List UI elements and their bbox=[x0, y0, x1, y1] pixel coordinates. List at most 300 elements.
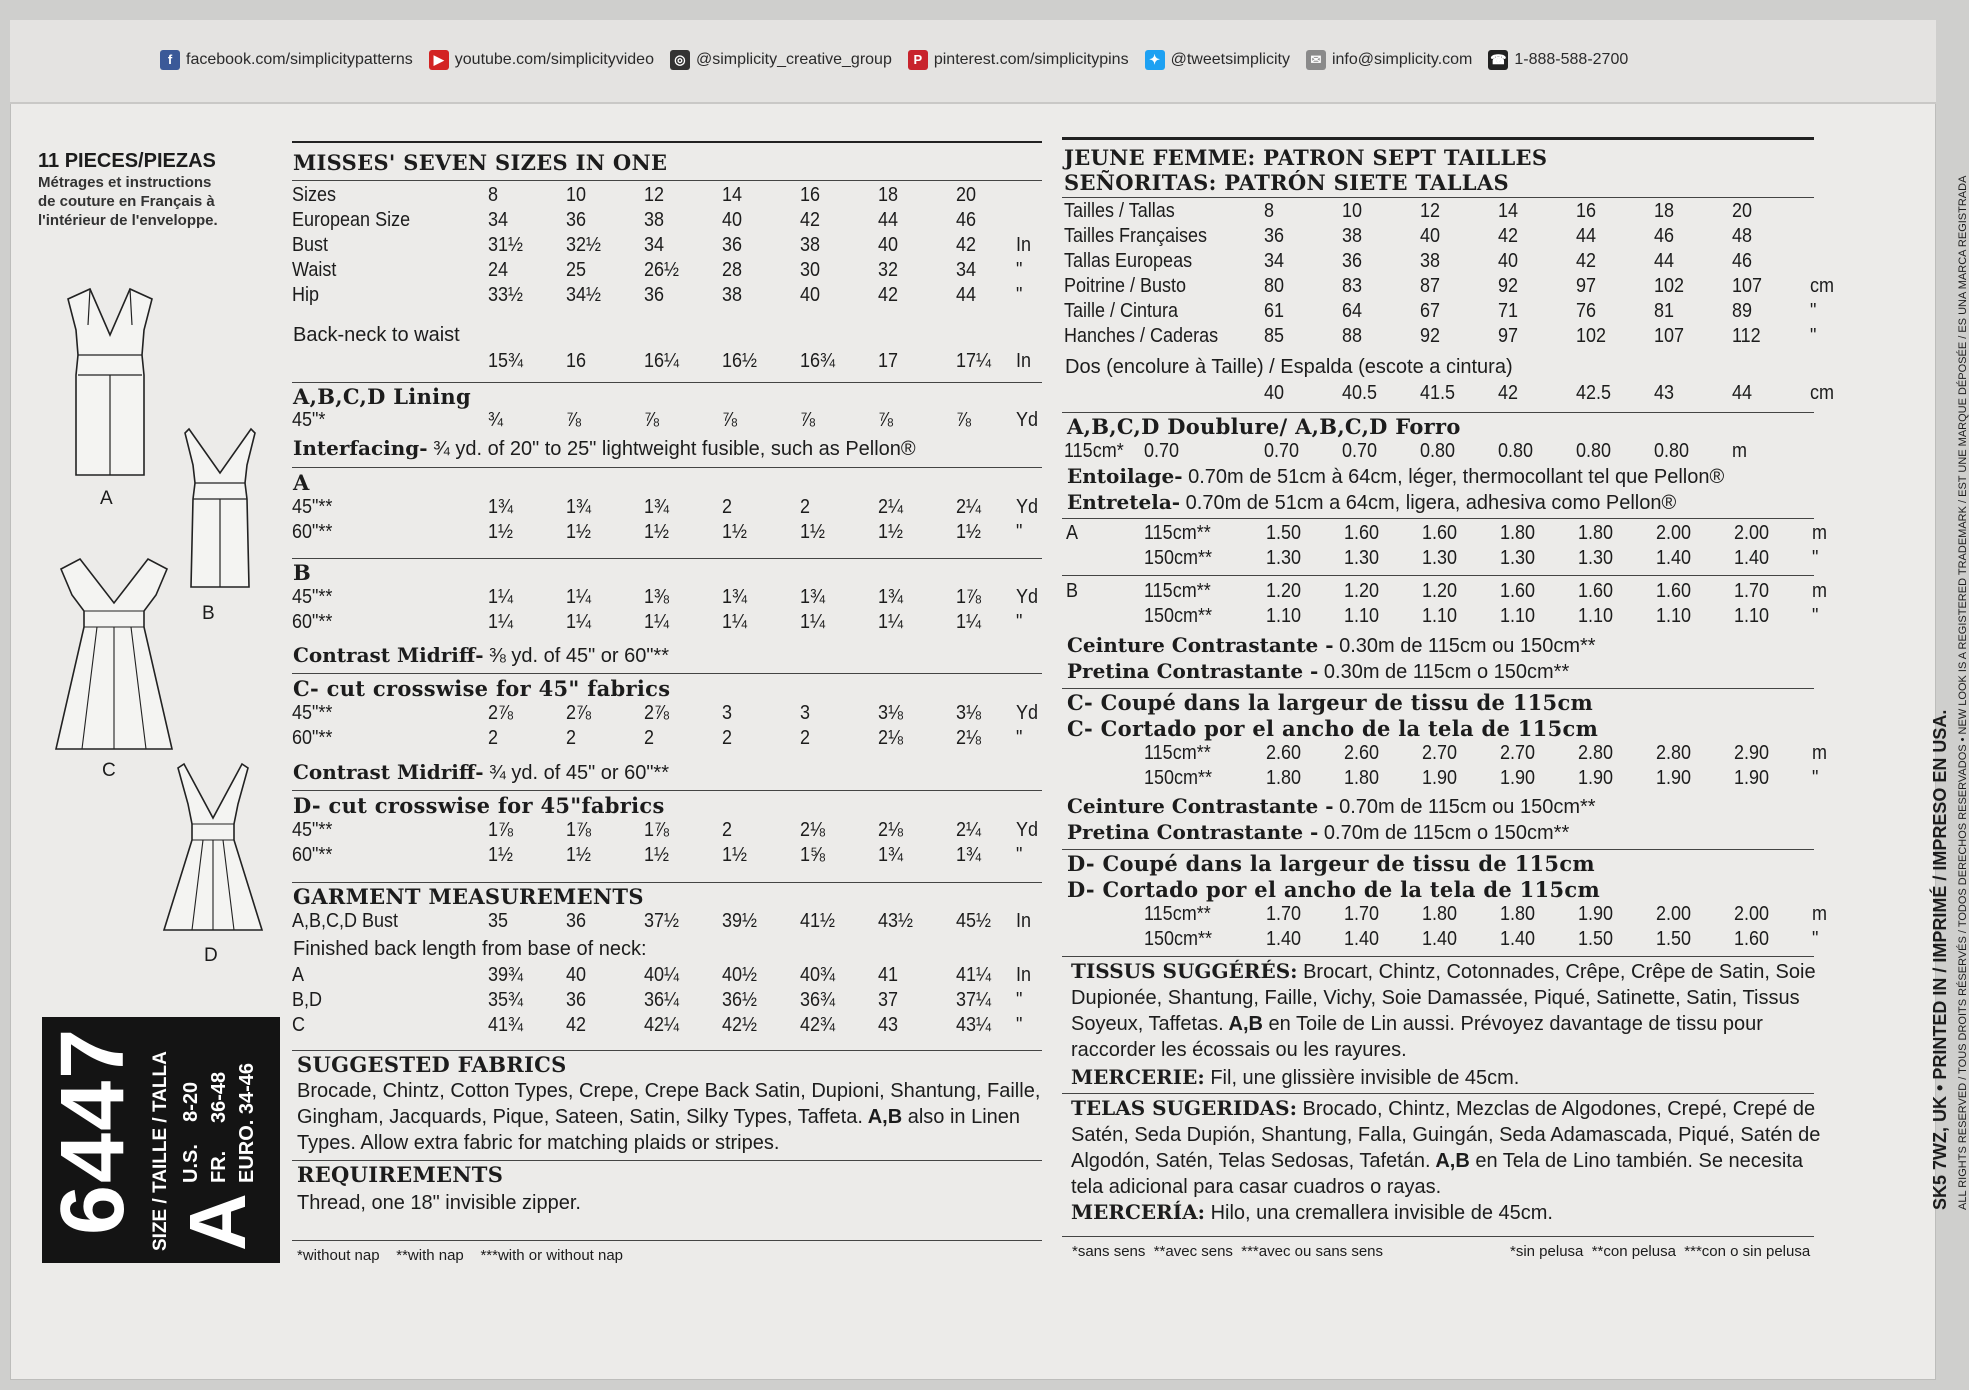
table-cell bbox=[1066, 926, 1136, 951]
es-entretela: Entretela- 0.70m de 51cm a 64cm, ligera, adhesiva como Pellon® bbox=[1067, 490, 1677, 514]
table-cell: 36 bbox=[566, 989, 587, 1011]
en-c-contrast: Contrast Midriff- ¾ yd. of 45" or 60"** bbox=[293, 760, 669, 784]
table-cell: 115cm** bbox=[1144, 580, 1211, 602]
table-cell: 85 bbox=[1264, 325, 1285, 347]
table-cell: 1¼ bbox=[488, 611, 514, 633]
table-cell: 42 bbox=[956, 234, 977, 256]
fr-view-c-title: C- Coupé dans la largeur de tissu de 115cm bbox=[1067, 690, 1594, 715]
table-cell: 45"** bbox=[292, 496, 333, 518]
contact-item[interactable] bbox=[670, 50, 892, 70]
table-cell: B bbox=[1066, 580, 1079, 602]
table-cell: 0.80 bbox=[1576, 440, 1612, 462]
table-cell: 1.40 bbox=[1734, 547, 1770, 569]
rule bbox=[1062, 956, 1814, 957]
table-cell: 34½ bbox=[566, 284, 602, 306]
table-cell: B,D bbox=[292, 989, 323, 1011]
table-row bbox=[1064, 438, 1762, 463]
rule bbox=[1062, 1093, 1814, 1094]
size-range-letter: A bbox=[173, 1193, 262, 1251]
table-row bbox=[292, 257, 1046, 282]
contact-text: pinterest.com/simplicitypins bbox=[933, 51, 1129, 68]
table-cell: 1½ bbox=[956, 521, 982, 543]
table-cell: 1½ bbox=[644, 844, 670, 866]
table-cell: 1¼ bbox=[800, 611, 826, 633]
table-cell: 1.30 bbox=[1578, 547, 1614, 569]
table-cell: 87 bbox=[1420, 275, 1441, 297]
table-cell: 16 bbox=[566, 350, 587, 372]
es-c-pretina: Pretina Contrastante - 0.70m de 115cm o 150cm** bbox=[1067, 820, 1570, 844]
table-row bbox=[292, 348, 1046, 373]
table-cell: 1¼ bbox=[488, 586, 514, 608]
table-cell: 37 bbox=[878, 989, 899, 1011]
table-cell: 60"** bbox=[292, 727, 333, 749]
table-cell: 42 bbox=[878, 284, 899, 306]
fr-view-d-title: D- Coupé dans la largeur de tissu de 115cm bbox=[1067, 851, 1595, 876]
rule bbox=[1062, 518, 1814, 519]
table-cell: 42 bbox=[800, 209, 821, 231]
rule bbox=[292, 1160, 1042, 1161]
table-cell: " bbox=[1016, 284, 1023, 306]
table-cell: 44 bbox=[956, 284, 977, 306]
table-cell: 1¾ bbox=[800, 586, 826, 608]
contact-item[interactable] bbox=[1306, 50, 1472, 70]
table-row bbox=[1064, 380, 1840, 405]
requirements-title: REQUIREMENTS bbox=[297, 1162, 504, 1187]
table-cell: 2 bbox=[800, 727, 811, 749]
table-cell: Bust bbox=[292, 234, 329, 256]
table-cell: 1¼ bbox=[722, 611, 748, 633]
table-cell: 2.70 bbox=[1422, 742, 1458, 764]
twitter-icon: ✦ bbox=[1145, 50, 1165, 70]
table-row bbox=[292, 207, 1046, 232]
table-cell: 1.90 bbox=[1578, 767, 1614, 789]
table-row bbox=[292, 962, 1046, 987]
rule bbox=[292, 1050, 1042, 1051]
table-cell: 0.70 bbox=[1144, 440, 1180, 462]
table-cell: 107 bbox=[1732, 275, 1763, 297]
table-cell: 14 bbox=[1498, 200, 1519, 222]
table-cell: 1⅝ bbox=[800, 844, 826, 866]
view-c-drawing bbox=[52, 555, 177, 755]
contact-text: youtube.com/simplicityvideo bbox=[454, 51, 654, 68]
table-cell: 41¾ bbox=[488, 1014, 524, 1036]
table-cell: " bbox=[1016, 844, 1023, 866]
table-cell: 35 bbox=[488, 910, 509, 932]
table-cell: 2⅛ bbox=[878, 819, 904, 841]
table-cell: 1.60 bbox=[1656, 580, 1692, 602]
table-row bbox=[1064, 323, 1840, 348]
view-b-label: B bbox=[202, 603, 215, 624]
table-cell: 1⅞ bbox=[956, 586, 982, 608]
table-cell: 41¼ bbox=[956, 964, 992, 986]
table-cell: 33½ bbox=[488, 284, 524, 306]
table-cell: " bbox=[1810, 325, 1817, 347]
table-cell: 42 bbox=[1576, 250, 1597, 272]
gm-back-rows bbox=[292, 962, 1046, 1037]
table-cell: 40.5 bbox=[1342, 382, 1378, 404]
table-cell: 2¼ bbox=[878, 496, 904, 518]
table-cell: 2⅛ bbox=[956, 727, 982, 749]
table-cell: 67 bbox=[1420, 300, 1441, 322]
table-cell bbox=[1066, 901, 1136, 926]
table-cell: 46 bbox=[1732, 250, 1753, 272]
table-cell: 24 bbox=[488, 259, 509, 281]
table-cell: 31½ bbox=[488, 234, 524, 256]
table-cell: 1.50 bbox=[1656, 928, 1692, 950]
rights-reserved: ALL RIGHTS RESERVED / TOUS DROITS RÉSERVÉS / TODOS DERECHOS RESERVADOS • NEW LOOK IS A REGISTERED TRADEMARK / EST UNE MARQUE DÉPOSÉE / ES UNA MARCA REGISTRADA bbox=[1957, 175, 1969, 1210]
table-cell: " bbox=[1016, 611, 1023, 633]
table-cell: 42 bbox=[1498, 225, 1519, 247]
table-cell: 40¼ bbox=[644, 964, 680, 986]
table-cell: 45½ bbox=[956, 910, 992, 932]
table-cell: 36½ bbox=[722, 989, 758, 1011]
pattern-number: 6447 bbox=[43, 1026, 143, 1235]
table-cell: m bbox=[1812, 903, 1828, 925]
table-cell: In bbox=[1016, 964, 1032, 986]
table-cell: " bbox=[1016, 727, 1023, 749]
table-cell: 1.50 bbox=[1266, 522, 1302, 544]
table-cell: 1½ bbox=[566, 844, 592, 866]
table-cell bbox=[1066, 740, 1136, 765]
table-cell: 32 bbox=[878, 259, 899, 281]
table-cell: 60"** bbox=[292, 844, 333, 866]
rule bbox=[1062, 688, 1814, 689]
table-cell: 1.80 bbox=[1266, 767, 1302, 789]
table-cell: 42.5 bbox=[1576, 382, 1612, 404]
table-cell: 1.90 bbox=[1734, 767, 1770, 789]
table-cell: 41.5 bbox=[1420, 382, 1456, 404]
table-cell: ⅞ bbox=[566, 409, 582, 431]
table-row bbox=[1066, 926, 1842, 951]
table-cell: 45"** bbox=[292, 586, 333, 608]
gm-title: GARMENT MEASUREMENTS bbox=[293, 884, 644, 909]
view-b-drawing bbox=[175, 425, 265, 590]
table-cell: 48 bbox=[1732, 225, 1753, 247]
table-cell: 2 bbox=[800, 496, 811, 518]
table-cell: Taille / Cintura bbox=[1064, 300, 1179, 322]
fr-view-a-rows bbox=[1066, 520, 1842, 570]
table-cell: 1.70 bbox=[1266, 903, 1302, 925]
table-cell: Yd bbox=[1016, 819, 1039, 841]
printed-in: SK5 7WZ, UK • PRINTED IN / IMPRIMÉ / IMPRESO EN USA. bbox=[1930, 709, 1950, 1210]
es-view-d-title: D- Cortado por el ancho de la tela de 115cm bbox=[1067, 877, 1600, 902]
table-cell: 92 bbox=[1420, 325, 1441, 347]
table-cell: 1.40 bbox=[1656, 547, 1692, 569]
table-cell bbox=[1810, 198, 1837, 223]
table-cell: 40 bbox=[566, 964, 587, 986]
table-cell: 2⅛ bbox=[878, 727, 904, 749]
pieces-note-1: Métrages et instructions bbox=[38, 174, 212, 191]
table-cell: 36 bbox=[722, 234, 743, 256]
table-cell: 16½ bbox=[722, 350, 758, 372]
rule bbox=[1062, 412, 1814, 413]
table-cell: Hip bbox=[292, 284, 320, 306]
fr-lining-row bbox=[1064, 438, 1762, 463]
table-cell: 1⅜ bbox=[644, 586, 670, 608]
view-d-drawing bbox=[158, 760, 268, 935]
table-cell: " bbox=[1812, 605, 1819, 627]
es-footnote: *sin pelusa **con pelusa ***con o sin pelusa bbox=[1510, 1243, 1811, 1260]
table-cell: 12 bbox=[1420, 200, 1441, 222]
gm-back-label: Finished back length from base of neck: bbox=[293, 938, 647, 960]
fr-view-c-rows bbox=[1066, 740, 1842, 790]
contact-item[interactable] bbox=[908, 50, 1129, 70]
table-cell: ¾ bbox=[488, 409, 504, 431]
table-row bbox=[1064, 298, 1840, 323]
en-view-b-title: B bbox=[293, 560, 312, 585]
table-cell: 71 bbox=[1498, 300, 1519, 322]
table-cell: 0.70 bbox=[1264, 440, 1300, 462]
table-cell: 107 bbox=[1654, 325, 1685, 347]
table-row bbox=[292, 232, 1046, 257]
table-cell bbox=[292, 348, 468, 373]
phone-icon: ☎ bbox=[1488, 50, 1508, 70]
table-cell: 1.80 bbox=[1578, 522, 1614, 544]
table-cell: 40 bbox=[1264, 382, 1285, 404]
table-row bbox=[292, 700, 1046, 725]
table-cell: 1½ bbox=[488, 844, 514, 866]
rule bbox=[292, 141, 1042, 143]
table-cell: 1.60 bbox=[1734, 928, 1770, 950]
table-cell: 1½ bbox=[800, 521, 826, 543]
contact-text: 1-888-588-2700 bbox=[1514, 51, 1629, 68]
table-cell: 2⅞ bbox=[644, 702, 670, 724]
table-cell: 2 bbox=[722, 727, 733, 749]
table-cell: Yd bbox=[1016, 496, 1039, 518]
size-range-us: U.S. 8-20 bbox=[180, 1081, 202, 1183]
table-cell: 17¼ bbox=[956, 350, 992, 372]
en-view-c-title: C- cut crosswise for 45" fabrics bbox=[293, 676, 671, 701]
table-cell: 2.00 bbox=[1656, 903, 1692, 925]
table-cell: 150cm** bbox=[1144, 605, 1213, 627]
table-cell: 38 bbox=[1420, 250, 1441, 272]
table-cell: 15¾ bbox=[488, 350, 524, 372]
table-cell: 2 bbox=[722, 496, 733, 518]
table-cell: 1.80 bbox=[1422, 903, 1458, 925]
table-cell: 2¼ bbox=[956, 819, 982, 841]
table-cell bbox=[1016, 182, 1043, 207]
table-cell bbox=[1066, 603, 1136, 628]
table-cell: " bbox=[1016, 259, 1023, 281]
en-view-d-title: D- cut crosswise for 45"fabrics bbox=[293, 793, 665, 818]
table-cell: 1.10 bbox=[1500, 605, 1536, 627]
table-cell: 30 bbox=[800, 259, 821, 281]
table-cell: 10 bbox=[1342, 200, 1363, 222]
table-cell: 44 bbox=[1732, 382, 1753, 404]
table-cell: 8 bbox=[488, 184, 499, 206]
table-cell: m bbox=[1812, 522, 1828, 544]
table-cell: Tailles Françaises bbox=[1064, 225, 1208, 247]
rule bbox=[292, 790, 1042, 791]
table-cell: 1½ bbox=[644, 521, 670, 543]
table-cell: 2 bbox=[488, 727, 499, 749]
table-cell: 64 bbox=[1342, 300, 1363, 322]
table-cell: 43 bbox=[1654, 382, 1675, 404]
table-cell: 43 bbox=[878, 1014, 899, 1036]
table-cell: 38 bbox=[800, 234, 821, 256]
table-cell: 60"** bbox=[292, 521, 333, 543]
table-cell: 32½ bbox=[566, 234, 602, 256]
table-cell: 34 bbox=[644, 234, 665, 256]
table-row bbox=[1066, 520, 1842, 545]
table-cell: 37¼ bbox=[956, 989, 992, 1011]
table-cell: 43½ bbox=[878, 910, 914, 932]
table-cell: 1.30 bbox=[1266, 547, 1302, 569]
table-cell: 46 bbox=[1654, 225, 1675, 247]
size-label: SIZE / TAILLE / TALLA bbox=[150, 1051, 171, 1251]
table-cell: 1½ bbox=[566, 521, 592, 543]
table-cell: 150cm** bbox=[1144, 547, 1213, 569]
table-cell: 112 bbox=[1732, 325, 1761, 347]
table-cell: 97 bbox=[1576, 275, 1597, 297]
table-cell: ⅞ bbox=[644, 409, 660, 431]
fr-c-ceinture: Ceinture Contrastante - 0.70m de 115cm ou 150cm** bbox=[1067, 794, 1596, 818]
backneck-label: Back-neck to waist bbox=[293, 324, 460, 346]
table-cell: 1¾ bbox=[566, 496, 592, 518]
table-cell: 10 bbox=[566, 184, 587, 206]
table-cell: 1.60 bbox=[1422, 522, 1458, 544]
fabrics-title: SUGGESTED FABRICS bbox=[297, 1052, 567, 1077]
rule bbox=[1062, 137, 1814, 140]
table-cell: 1¼ bbox=[566, 586, 592, 608]
table-cell: 1¾ bbox=[644, 496, 670, 518]
table-cell: 2.60 bbox=[1344, 742, 1380, 764]
table-row bbox=[1064, 223, 1840, 248]
view-a-label: A bbox=[100, 488, 113, 509]
table-cell: 1½ bbox=[722, 521, 748, 543]
table-row bbox=[292, 817, 1046, 842]
table-cell: 37½ bbox=[644, 910, 680, 932]
table-cell: 1.80 bbox=[1500, 522, 1536, 544]
table-cell: 16 bbox=[1576, 200, 1597, 222]
dos-label: Dos (encolure à Taille) / Espalda (escote a cintura) bbox=[1065, 356, 1513, 378]
table-cell: 1.70 bbox=[1734, 580, 1770, 602]
table-cell: 1.60 bbox=[1500, 580, 1536, 602]
table-cell: 1.90 bbox=[1500, 767, 1536, 789]
table-cell: 36 bbox=[644, 284, 665, 306]
table-cell: 1⅞ bbox=[566, 819, 592, 841]
table-cell: 34 bbox=[956, 259, 977, 281]
table-cell: 25 bbox=[566, 259, 587, 281]
table-cell: European Size bbox=[292, 209, 411, 231]
table-cell: 16¼ bbox=[644, 350, 680, 372]
table-cell: 1¼ bbox=[956, 611, 982, 633]
table-cell: 76 bbox=[1576, 300, 1597, 322]
table-cell: 40 bbox=[800, 284, 821, 306]
contact-item[interactable] bbox=[1145, 50, 1290, 70]
table-cell: m bbox=[1732, 440, 1748, 462]
table-row bbox=[292, 842, 1046, 867]
table-cell: Poitrine / Busto bbox=[1064, 275, 1187, 297]
table-cell: 20 bbox=[956, 184, 977, 206]
contact-item[interactable] bbox=[429, 50, 654, 70]
en-view-d-rows bbox=[292, 817, 1046, 867]
table-row bbox=[292, 908, 1046, 933]
table-cell: 1.10 bbox=[1656, 605, 1692, 627]
table-cell: " bbox=[1016, 1014, 1023, 1036]
table-cell: ⅞ bbox=[956, 409, 972, 431]
en-backneck-row bbox=[292, 348, 1046, 373]
table-cell: 115cm** bbox=[1144, 742, 1211, 764]
table-cell: 2.80 bbox=[1578, 742, 1614, 764]
table-cell: 42¾ bbox=[800, 1014, 836, 1036]
pieces-info bbox=[38, 150, 278, 230]
table-cell: Hanches / Caderas bbox=[1064, 325, 1219, 347]
contact-item[interactable] bbox=[160, 50, 413, 70]
table-cell: 40½ bbox=[722, 964, 758, 986]
table-cell: A bbox=[292, 964, 305, 986]
table-cell: 1¾ bbox=[878, 844, 904, 866]
rule bbox=[292, 558, 1042, 559]
table-cell: 1¾ bbox=[488, 496, 514, 518]
table-row bbox=[292, 609, 1046, 634]
table-cell: 2.90 bbox=[1734, 742, 1770, 764]
contact-item[interactable] bbox=[1488, 50, 1628, 70]
table-cell: 2⅞ bbox=[566, 702, 592, 724]
table-cell: 1¼ bbox=[878, 611, 904, 633]
table-cell: 42¼ bbox=[644, 1014, 680, 1036]
table-cell: 1.40 bbox=[1500, 928, 1536, 950]
table-cell: 40 bbox=[1420, 225, 1441, 247]
contact-text: info@simplicity.com bbox=[1331, 51, 1473, 68]
table-cell: 150cm** bbox=[1144, 767, 1213, 789]
table-cell: 1.40 bbox=[1266, 928, 1302, 950]
table-cell: 2⅛ bbox=[800, 819, 826, 841]
en-view-c-rows bbox=[292, 700, 1046, 750]
table-cell: In bbox=[1016, 234, 1032, 256]
table-cell: 2.00 bbox=[1734, 522, 1770, 544]
table-cell: 92 bbox=[1498, 275, 1519, 297]
table-cell: 38 bbox=[722, 284, 743, 306]
youtube-icon: ▶ bbox=[429, 50, 449, 70]
table-cell: 1.80 bbox=[1500, 903, 1536, 925]
table-cell: 46 bbox=[956, 209, 977, 231]
table-cell: 97 bbox=[1498, 325, 1519, 347]
table-cell: In bbox=[1016, 350, 1032, 372]
table-cell: 80 bbox=[1264, 275, 1285, 297]
rule bbox=[292, 467, 1042, 468]
en-b-contrast: Contrast Midriff- ⅜ yd. of 45" or 60"** bbox=[293, 643, 669, 667]
table-cell: Tallas Europeas bbox=[1064, 250, 1193, 272]
table-cell: 20 bbox=[1732, 200, 1753, 222]
table-cell: 150cm** bbox=[1144, 928, 1213, 950]
table-cell: 2 bbox=[566, 727, 577, 749]
table-cell: 38 bbox=[1342, 225, 1363, 247]
fabrics-text: Brocade, Chintz, Cotton Types, Crepe, Crepe Back Satin, Dupioni, Shantung, Faille, Gingham, Jacquards, Pique, Sateen, Satin, Silky Types, Taffeta. A,B also in Linen Types. Allow extra fabric for matching plaids or stripes. bbox=[297, 1080, 1041, 1154]
rule bbox=[292, 382, 1042, 383]
table-cell: Yd bbox=[1016, 586, 1039, 608]
table-cell: " bbox=[1812, 767, 1819, 789]
table-row bbox=[292, 494, 1046, 519]
view-d-label: D bbox=[204, 945, 218, 966]
table-row bbox=[1064, 273, 1840, 298]
table-cell: 3 bbox=[800, 702, 811, 724]
rule bbox=[1062, 575, 1814, 576]
table-cell: 1⅞ bbox=[488, 819, 514, 841]
table-cell: 41 bbox=[878, 964, 899, 986]
table-cell: 1.10 bbox=[1734, 605, 1770, 627]
table-cell: 1.20 bbox=[1266, 580, 1302, 602]
table-cell: C bbox=[292, 1014, 306, 1036]
table-cell: 3⅛ bbox=[956, 702, 982, 724]
fr-lining-title: A,B,C,D Doublure/ A,B,C,D Forro bbox=[1067, 414, 1461, 439]
en-lining-title: A,B,C,D Lining bbox=[293, 384, 471, 409]
table-cell: 1¾ bbox=[878, 586, 904, 608]
rule bbox=[1062, 1236, 1814, 1237]
table-cell: " bbox=[1812, 928, 1819, 950]
table-cell: 115cm* bbox=[1064, 440, 1124, 462]
table-row bbox=[1066, 578, 1842, 603]
